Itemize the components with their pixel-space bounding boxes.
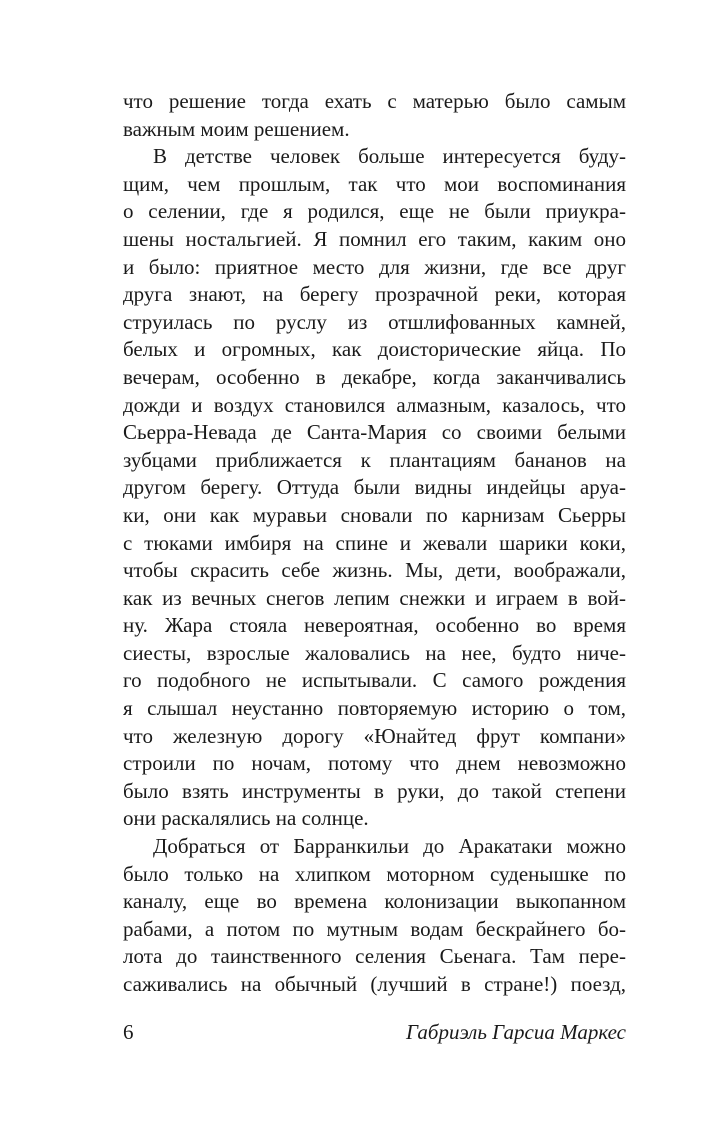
text-line: ки, они как муравьи сновали по карнизам Сьерры <box>123 502 626 527</box>
text-line: что решение тогда ехать с матерью было самым <box>123 89 626 113</box>
text-line: саживались на обычный (лучший в стране!) поезд, <box>123 972 626 996</box>
text-line: было взять инструменты в руки, до такой степени <box>123 778 626 803</box>
text-line: шены ностальгией. Я помнил его таким, каким оно <box>123 226 626 251</box>
text-line: го подобного не испытывали. С самого рождения <box>123 668 626 693</box>
body-text <box>123 88 626 999</box>
paragraph <box>123 88 626 143</box>
text-line: Сьерра-Невада де Санта-Мария со своими белыми <box>123 420 626 445</box>
page-footer <box>123 1017 626 1047</box>
text-line: вечерам, особенно в декабре, когда заканчивались <box>123 364 626 389</box>
text-line: зубцами приближается к плантациям бананов на <box>123 447 626 472</box>
text-line: дожди и воздух становился алмазным, казалось, что <box>123 392 626 417</box>
text-line: В детстве человек больше интересуется буду- <box>153 144 626 169</box>
text-line: важным моим решением. <box>123 116 350 141</box>
text-line: с тюками имбиря на спине и жевали шарики коки, <box>123 530 626 555</box>
text-line: лота до таинственного селения Сьенага. Там пере- <box>123 944 626 969</box>
text-line: что железную дорогу «Юнайтед фрут компани» <box>123 723 626 748</box>
text-line: белых и огромных, как доисторические яйца. По <box>123 337 626 362</box>
text-line: сиесты, взрослые жаловались на нее, будто ниче- <box>123 640 626 665</box>
text-line: они раскалялись на солнце. <box>123 806 369 831</box>
text-line: я слышал неустанно повторяемую историю о том, <box>123 696 626 721</box>
text-line: щим, чем прошлым, так что мои воспоминания <box>123 171 626 196</box>
text-line: друга знают, на берегу прозрачной реки, которая <box>123 282 626 307</box>
text-line: другом берегу. Оттуда были видны индейцы аруа- <box>123 475 626 500</box>
text-line: строили по ночам, потому что днем невозможно <box>123 751 626 776</box>
running-title: Габриэль Гарсиа Маркес <box>405 1020 626 1044</box>
text-line: как из вечных снегов лепим снежки и играем в вой- <box>123 585 626 610</box>
text-line: и было: приятное место для жизни, где все друг <box>123 254 626 279</box>
paragraph <box>123 833 626 999</box>
paragraph <box>123 143 626 833</box>
text-line: ну. Жара стояла невероятная, особенно во время <box>123 613 626 638</box>
text-line: о селении, где я родился, еще не были приукра- <box>123 199 626 224</box>
text-line: чтобы скрасить себе жизнь. Мы, дети, воображали, <box>123 558 626 583</box>
text-line: было только на хлипком моторном суденышке по <box>123 861 626 886</box>
page-number: 6 <box>123 1020 134 1044</box>
text-line: рабами, а потом по мутным водам бескрайнего бо- <box>123 916 626 941</box>
text-line: Добраться от Барранкильи до Аракатаки можно <box>153 834 626 859</box>
text-line: струилась по руслу из отшлифованных камней, <box>123 309 626 334</box>
text-line: каналу, еще во времена колонизации выкопанном <box>123 889 626 914</box>
